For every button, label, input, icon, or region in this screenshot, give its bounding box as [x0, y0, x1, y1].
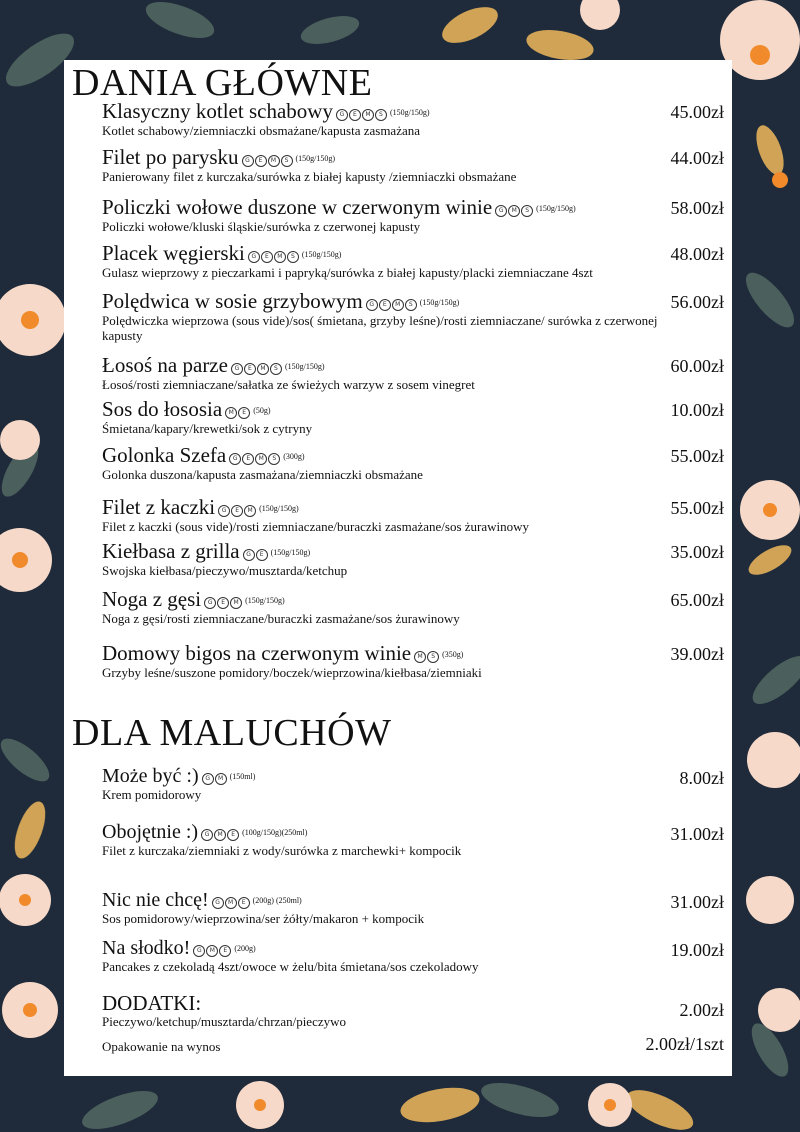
- egg-icon: E: [244, 363, 256, 375]
- menu-item: [102, 146, 728, 185]
- allergen-icons: [248, 251, 299, 263]
- allergen-icons: [218, 505, 256, 517]
- extras-price: 2.00zł: [679, 1000, 724, 1020]
- extras-title: DODATKI:: [102, 991, 202, 1015]
- item-portion: (300g): [283, 452, 305, 461]
- item-portion: (150g/150g): [295, 154, 336, 163]
- item-portion: (150g/150g): [284, 362, 325, 371]
- gluten-icon: G: [336, 109, 348, 121]
- egg-icon: E: [256, 549, 268, 561]
- milk-icon: M: [362, 109, 374, 121]
- milk-icon: M: [268, 155, 280, 167]
- mustard-icon: S: [268, 453, 280, 465]
- gluten-icon: G: [495, 205, 507, 217]
- item-price: 48.00zł: [670, 244, 724, 264]
- menu-item: [102, 496, 728, 535]
- allergen-icons: [495, 205, 533, 217]
- milk-icon: M: [274, 251, 286, 263]
- item-name: Filet po parysku: [102, 145, 239, 169]
- allergen-icons: [202, 773, 227, 785]
- mustard-icon: S: [287, 251, 299, 263]
- allergen-icons: [201, 829, 239, 841]
- allergen-icons: [243, 549, 268, 561]
- item-name: Klasyczny kotlet schabowy: [102, 99, 333, 123]
- milk-icon: M: [225, 407, 237, 419]
- item-description: Noga z gęsi/rosti ziemniaczane/buraczki zasmażane/sos żurawinowy: [102, 611, 460, 626]
- extras-section: [102, 992, 728, 1055]
- allergen-icons: [414, 651, 439, 663]
- item-description: Policzki wołowe/kluski śląskie/surówka z czerwonej kapusty: [102, 219, 421, 234]
- item-price: 44.00zł: [670, 148, 724, 168]
- gluten-icon: G: [193, 945, 205, 957]
- gluten-icon: G: [243, 549, 255, 561]
- section-title-kids: DLA MALUCHÓW: [72, 712, 392, 754]
- menu-item: [102, 540, 728, 579]
- egg-icon: E: [238, 897, 250, 909]
- gluten-icon: G: [212, 897, 224, 909]
- item-price: 58.00zł: [670, 198, 724, 218]
- item-portion: (150g/150g): [259, 504, 299, 513]
- item-price: 19.00zł: [670, 940, 724, 960]
- allergen-icons: [204, 597, 242, 609]
- item-price: 31.00zł: [670, 824, 724, 844]
- takeaway-price: 2.00zł/1szt: [645, 1034, 724, 1054]
- gluten-icon: G: [204, 597, 216, 609]
- item-description: Polędwiczka wieprzowa (sous vide)/sos( śmietana, grzyby leśne)/rosti ziemniaczane/ surówka z czerwonej kapusty: [102, 313, 658, 343]
- milk-icon: M: [206, 945, 218, 957]
- item-name: Może być :): [102, 765, 199, 787]
- menu-sheet: [64, 60, 732, 1076]
- gluten-icon: G: [218, 505, 230, 517]
- gluten-icon: G: [242, 155, 254, 167]
- milk-icon: M: [214, 829, 226, 841]
- item-name: Obojętnie :): [102, 821, 199, 843]
- menu-item: [102, 938, 728, 975]
- item-description: Grzyby leśne/suszone pomidory/boczek/wieprzowina/kiełbasa/ziemniaki: [102, 665, 482, 680]
- egg-icon: E: [242, 453, 254, 465]
- item-portion: (150g/150g): [536, 204, 576, 213]
- menu-item: [102, 766, 728, 803]
- item-price: 55.00zł: [670, 446, 724, 466]
- item-portion: (350g): [442, 650, 464, 659]
- item-price: 60.00zł: [670, 356, 724, 376]
- menu-item: [102, 444, 728, 483]
- item-description: Pancakes z czekoladą 4szt/owoce w żelu/bita śmietana/sos czekoladowy: [102, 959, 479, 974]
- mustard-icon: S: [405, 299, 417, 311]
- gluten-icon: G: [229, 453, 241, 465]
- milk-icon: M: [225, 897, 237, 909]
- mustard-icon: S: [281, 155, 293, 167]
- item-portion: (100g/150g)(250ml): [242, 828, 308, 837]
- allergen-icons: [242, 155, 293, 167]
- menu-item: [102, 398, 728, 437]
- item-portion: (200g): [234, 944, 256, 953]
- menu-item: [102, 642, 728, 681]
- item-portion: (150g/150g): [270, 548, 311, 557]
- mustard-icon: S: [427, 651, 439, 663]
- gluten-icon: G: [202, 773, 214, 785]
- egg-icon: E: [349, 109, 361, 121]
- milk-icon: M: [255, 453, 267, 465]
- menu-item: [102, 196, 728, 235]
- item-description: Golonka duszona/kapusta zasmażana/ziemniaczki obsmażane: [102, 467, 423, 482]
- mustard-icon: S: [521, 205, 533, 217]
- milk-icon: M: [508, 205, 520, 217]
- milk-icon: M: [230, 597, 242, 609]
- item-name: Noga z gęsi: [102, 587, 202, 611]
- extras-desc: Pieczywo/ketchup/musztarda/chrzan/pieczywo: [102, 1014, 347, 1030]
- item-portion: (50g): [253, 406, 271, 415]
- egg-icon: E: [217, 597, 229, 609]
- milk-icon: M: [257, 363, 269, 375]
- item-price: 31.00zł: [670, 892, 724, 912]
- mustard-icon: S: [375, 109, 387, 121]
- menu-item: [102, 290, 728, 344]
- gluten-icon: G: [231, 363, 243, 375]
- item-description: Swojska kiełbasa/pieczywo/musztarda/ketchup: [102, 563, 348, 578]
- item-price: 55.00zł: [670, 498, 724, 518]
- egg-icon: E: [379, 299, 391, 311]
- item-name: Policzki wołowe duszone w czerwonym winie: [102, 195, 493, 219]
- allergen-icons: [336, 109, 387, 121]
- item-price: 45.00zł: [670, 102, 724, 122]
- item-portion: (150g/150g): [389, 108, 430, 117]
- item-description: Śmietana/kapary/krewetki/sok z cytryny: [102, 421, 313, 436]
- item-description: Filet z kurczaka/ziemniaki z wody/surówka z marchewki+ kompocik: [102, 843, 462, 858]
- milk-icon: M: [414, 651, 426, 663]
- gluten-icon: G: [366, 299, 378, 311]
- item-name: Placek węgierski: [102, 241, 245, 265]
- item-portion: (150g/150g): [245, 596, 285, 605]
- egg-icon: E: [255, 155, 267, 167]
- item-description: Łosoś/rosti ziemniaczane/sałatka ze świeżych warzyw z sosem vinegret: [102, 377, 475, 392]
- takeaway-label: Opakowanie na wynos: [102, 1038, 221, 1054]
- item-name: Polędwica w sosie grzybowym: [102, 289, 363, 313]
- menu-item: [102, 242, 728, 281]
- item-portion: (150g/150g): [419, 298, 460, 307]
- item-price: 65.00zł: [670, 590, 724, 610]
- item-price: 39.00zł: [670, 644, 724, 664]
- item-name: Nic nie chcę!: [102, 889, 209, 911]
- item-portion: (150ml): [229, 772, 256, 781]
- item-description: Sos pomidorowy/wieprzowina/ser żółty/makaron + kompocik: [102, 911, 425, 926]
- item-name: Domowy bigos na czerwonym winie: [102, 641, 412, 665]
- allergen-icons: [229, 453, 280, 465]
- item-description: Krem pomidorowy: [102, 787, 202, 802]
- item-name: Łosoś na parze: [102, 353, 228, 377]
- milk-icon: M: [244, 505, 256, 517]
- item-description: Panierowany filet z kurczaka/surówka z białej kapusty /ziemniaczki obsmażane: [102, 169, 517, 184]
- menu-item: [102, 822, 728, 859]
- item-description: Kotlet schabowy/ziemniaczki obsmażane/kapusta zasmażana: [102, 123, 421, 138]
- egg-icon: E: [261, 251, 273, 263]
- milk-icon: M: [392, 299, 404, 311]
- egg-icon: E: [227, 829, 239, 841]
- mustard-icon: S: [270, 363, 282, 375]
- menu-item: [102, 890, 728, 927]
- section-title-main-dishes: DANIA GŁÓWNE: [72, 62, 373, 104]
- item-name: Kiełbasa z grilla: [102, 539, 240, 563]
- gluten-icon: G: [248, 251, 260, 263]
- menu-item: [102, 100, 728, 139]
- item-name: Sos do łososia: [102, 397, 223, 421]
- item-description: Gulasz wieprzowy z pieczarkami i papryką/surówka z białej kapusty/placki ziemniaczane 4szt: [102, 265, 593, 280]
- milk-icon: M: [215, 773, 227, 785]
- item-price: 10.00zł: [670, 400, 724, 420]
- item-price: 35.00zł: [670, 542, 724, 562]
- item-portion: (150g/150g): [301, 250, 342, 259]
- allergen-icons: [231, 363, 282, 375]
- item-name: Golonka Szefa: [102, 443, 227, 467]
- egg-icon: E: [219, 945, 231, 957]
- item-price: 8.00zł: [679, 768, 724, 788]
- gluten-icon: G: [201, 829, 213, 841]
- menu-item: [102, 354, 728, 393]
- allergen-icons: [366, 299, 417, 311]
- egg-icon: E: [231, 505, 243, 517]
- egg-icon: E: [238, 407, 250, 419]
- item-description: Filet z kaczki (sous vide)/rosti ziemniaczane/buraczki zasmażane/sos żurawinowy: [102, 519, 530, 534]
- menu-item: [102, 588, 728, 627]
- item-name: Filet z kaczki: [102, 495, 216, 519]
- item-portion: (200g) (250ml): [252, 896, 302, 905]
- allergen-icons: [193, 945, 231, 957]
- allergen-icons: [225, 407, 250, 419]
- item-name: Na słodko!: [102, 937, 191, 959]
- allergen-icons: [212, 897, 250, 909]
- item-price: 56.00zł: [670, 292, 724, 312]
